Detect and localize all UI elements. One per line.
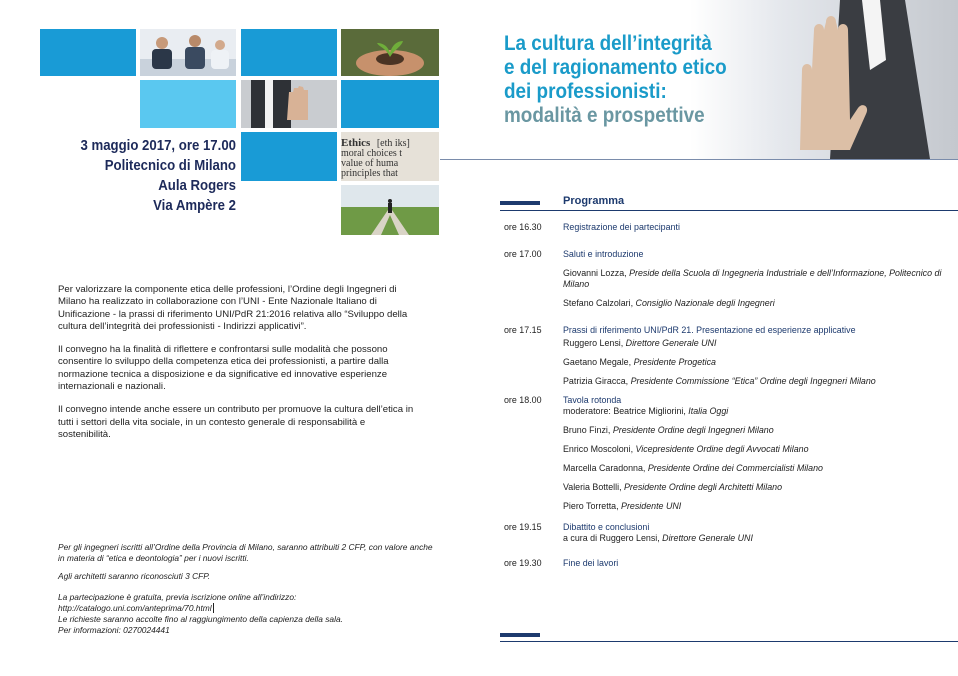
notes (58, 542, 438, 636)
capacity-text: Le richieste saranno accolte fino al raggiungimento della capienza della sala. (58, 614, 343, 625)
slot-title: Registrazione dei partecipanti (563, 222, 680, 232)
speaker-name: moderatore: Beatrice Migliorini, (563, 406, 686, 416)
speaker-name: Stefano Calzolari, (563, 298, 634, 308)
ethics-word-line-3: principles that (341, 168, 398, 179)
slot-time: ore 16.30 (504, 222, 542, 232)
program-heading: Programma (563, 195, 625, 207)
speaker (563, 357, 944, 368)
speaker-name: Piero Torretta, (563, 501, 619, 511)
slot-time: ore 19.15 (504, 522, 542, 532)
event-room: Aula Rogers (158, 177, 236, 194)
program-list (504, 222, 944, 569)
stop-hand-photo (241, 80, 337, 128)
speaker (563, 376, 944, 387)
speaker (563, 298, 944, 309)
mosaic-tile-lightblue (140, 80, 236, 128)
speaker-role: Presidente Commissione “Etica” Ordine degli Ingegneri Milano (630, 376, 876, 386)
speaker-role: Vicepresidente Ordine degli Avvocati Milano (635, 444, 809, 454)
program-slot (504, 249, 944, 317)
speaker-name: Bruno Finzi, (563, 425, 611, 435)
speaker-name: Patrizia Giracca, (563, 376, 629, 386)
title-line-4: modalità e prospettive (504, 104, 705, 127)
ethics-dictionary-photo (341, 132, 439, 181)
speaker-name: Gaetano Megale, (563, 357, 632, 367)
speaker (563, 425, 944, 436)
intro-paragraph-2: Il convegno ha la finalità di riflettere e confrontarsi sulle modalità che possono consentire lo sviluppo della competenza etica dei professionisti, a partire dalla normazione tecnica a disposizione e da significative ed innovative esperienze internazionali e nazionali. (58, 344, 389, 393)
info-phone: Per informazioni: 0270024441 (58, 625, 170, 636)
intro-paragraph-1: Per valorizzare la componente etica delle professioni, l’Ordine degli Ingegneri di Milano ha realizzato in collaborazione con l’UNI - Ente Nazionale Italiano di Unificazione - la prassi di riferimento UNI/PdR 21:2016 relativa allo “Sviluppo della cultura dell’integrità dei professionisti - Indirizzi applicativi”. (58, 284, 408, 332)
speaker-role: Preside della Scuola di Ingegneria Industriale e dell’Informazione, Politecnico di Milano (563, 268, 942, 289)
header-divider (440, 159, 958, 160)
title-line-2: e del ragionamento etico (504, 56, 727, 79)
program-divider (500, 210, 958, 211)
speaker (563, 482, 944, 493)
slot-time: ore 17.00 (504, 249, 542, 259)
speaker-name: Enrico Moscoloni, (563, 444, 634, 454)
credits-engineers: Per gli ingegneri iscritti all’Ordine della Provincia di Milano, saranno attribuiti 2 CFP, con valore anche in materia di “etica e deontologia” per i nuovi iscritti. (58, 542, 433, 564)
speaker-name: a cura di Ruggero Lensi, (563, 533, 660, 543)
hands-plant-photo (341, 29, 439, 76)
program-slot (504, 395, 944, 520)
ethics-word-headword: Ethics (341, 137, 371, 149)
registration-text: La partecipazione è gratuita, previa iscrizione online all’indirizzo: (58, 591, 297, 602)
crossroads-photo (341, 185, 439, 235)
speaker (563, 501, 944, 512)
event-info (64, 136, 236, 216)
mosaic-tile-blue-4 (241, 132, 337, 181)
title-line-3: dei professionisti: (504, 80, 667, 103)
intro-text (58, 284, 418, 452)
speaker-role: Presidente Ordine degli Ingegneri Milano (612, 425, 774, 435)
slot-title: Saluti e introduzione (563, 249, 644, 259)
slot-time: ore 18.00 (504, 395, 542, 405)
speaker-role: Presidente Progetica (633, 357, 716, 367)
ethics-word-phonetic: [eth iks] (376, 138, 410, 149)
bottom-divider (500, 641, 958, 642)
slot-time: ore 17.15 (504, 325, 542, 335)
event-venue: Politecnico di Milano (104, 157, 237, 174)
program-accent-bar (500, 201, 540, 205)
speaker-name: Valeria Bottelli, (563, 482, 622, 492)
speaker-role: Presidente UNI (621, 501, 682, 511)
speaker-name: Giovanni Lozza, (563, 268, 627, 278)
speaker-role: Direttore Generale UNI (662, 533, 753, 543)
page-title (504, 32, 774, 128)
speaker (563, 444, 944, 455)
ethics-word-line-2: value of huma (341, 158, 399, 169)
slot-title: Tavola rotonda (563, 395, 622, 405)
speaker (563, 338, 944, 349)
speaker (563, 533, 944, 544)
program-slot (504, 522, 944, 552)
speaker-role: Presidente Ordine degli Architetti Milano (624, 482, 783, 492)
slot-title: Prassi di riferimento UNI/PdR 21. Presentazione ed esperienze applicative (563, 325, 856, 335)
slot-title: Fine dei lavori (563, 558, 619, 568)
program-slot (504, 222, 944, 233)
slot-title: Dibattito e conclusioni (563, 522, 650, 532)
program-slot (504, 558, 944, 569)
speaker-name: Ruggero Lensi, (563, 338, 624, 348)
speaker (563, 406, 944, 417)
ethics-word-line-1: moral choices t (341, 148, 403, 159)
speaker-role: Consiglio Nazionale degli Ingegneri (635, 298, 775, 308)
slot-time: ore 19.30 (504, 558, 542, 568)
credits-architects: Agli architetti saranno riconosciuti 3 CFP. (58, 571, 211, 582)
registration-url[interactable]: http://catalogo.uni.com/anteprima/70.html (58, 602, 212, 613)
mosaic-tile-blue-3 (341, 80, 439, 128)
bottom-accent-bar (500, 633, 540, 637)
speaker-role: Presidente Ordine dei Commercialisti Milano (647, 463, 823, 473)
speaker (563, 463, 944, 474)
mosaic-tile-blue-1 (40, 29, 136, 76)
mosaic-tile-blue-2 (241, 29, 337, 76)
event-date-time: 3 maggio 2017, ore 17.00 (80, 137, 236, 154)
event-address: Via Ampère 2 (153, 197, 236, 214)
title-line-1: La cultura dell’integrità (504, 32, 712, 55)
speaker-role: Italia Oggi (688, 406, 729, 416)
business-meeting-photo (140, 29, 236, 76)
speaker (563, 268, 944, 290)
speaker-name: Marcella Caradonna, (563, 463, 646, 473)
program-slot (504, 325, 944, 395)
intro-paragraph-3: Il convegno intende anche essere un contributo per promuove la cultura dell’etica in tutti i settori della vita sociale, in un contesto generale di responsabilità e sostenibilità. (58, 404, 414, 440)
speaker-role: Direttore Generale UNI (625, 338, 717, 348)
